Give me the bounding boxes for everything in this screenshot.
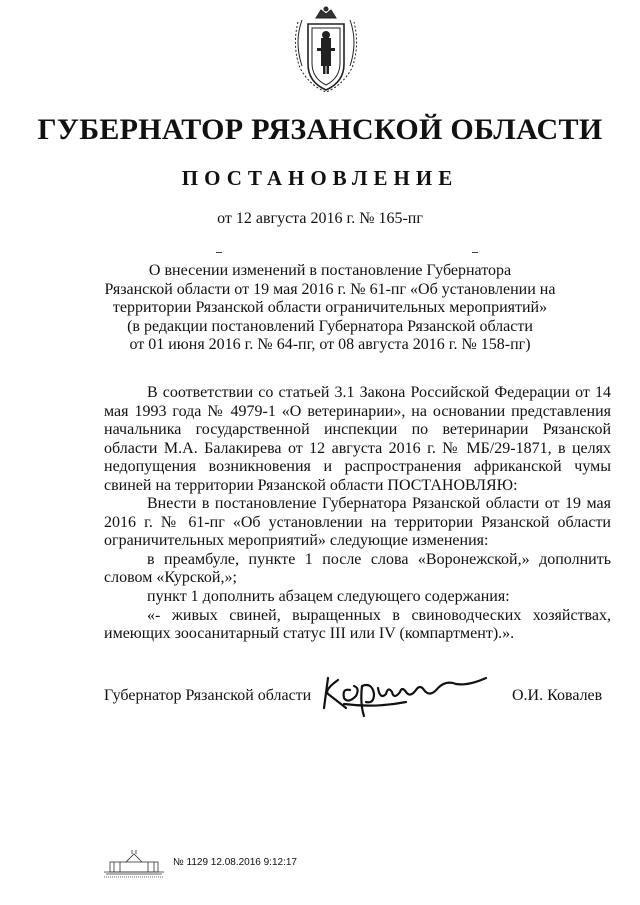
- handwritten-signature: [316, 664, 506, 724]
- subject-line: территории Рязанской области ограничительных мероприятий»: [112, 299, 548, 317]
- subject-line: от 01 июня 2016 г. № 64-пг, от 08 августа 2016 г. № 158-пг): [129, 336, 531, 354]
- body-paragraph: пункт 1 дополнить абзацем следующего содержания:: [147, 588, 510, 606]
- body-paragraph: в преамбуле, пункте 1 после слова «Воронежской,» дополнить словом «Курской,»;: [104, 550, 611, 587]
- document-subject: [100, 262, 560, 355]
- signatory-position: Губернатор Рязанской области: [104, 687, 312, 704]
- registration-stamp: № 1129 12.08.2016 9:12:17: [173, 857, 297, 868]
- signatory-name: О.И. Ковалев: [512, 687, 603, 704]
- subject-line: О внесении изменений в постановление Губернатора: [148, 262, 512, 279]
- coat-of-arms-emblem: [288, 6, 364, 96]
- body-paragraph: В соответствии со статьей 3.1 Закона Российской Федерации от 14 мая 1993 года № 4979-1 «О ветеринарии», на основании представления начальника государственной инспекции по ветеринарии Рязанской области М.А. Балакирева от 12 августа 2016 г. № МБ/29-1871, в целях недопущения возникновения и распространения африканской чумы свиней на территории Рязанской области ПОСТАНОВЛЯЮ:: [104, 384, 611, 494]
- corner-mark-right: [472, 252, 478, 253]
- body-paragraph: Внести в постановление Губернатора Рязанской области от 19 мая 2016 г. № 61-пг «Об установлении на территории Рязанской области ограничительных мероприятий» следующие изменения:: [104, 495, 611, 550]
- subject-line: Рязанской области от 19 мая 2016 г. № 61-пг «Об установлении на: [104, 280, 556, 298]
- body-paragraph: «- живых свиней, выращенных в свиноводческих хозяйствах, имеющих зоосанитарный статус III или IV (компартмент).».: [104, 606, 611, 643]
- document-body: [104, 384, 611, 644]
- document-date-number: от 12 августа 2016 г. № 165-пг: [217, 210, 423, 227]
- authority-title: ГУБЕРНАТОР РЯЗАНСКОЙ ОБЛАСТИ: [37, 113, 603, 146]
- document-type: ПОСТАНОВЛЕНИЕ: [181, 166, 459, 190]
- subject-line: (в редакции постановлений Губернатора Рязанской области: [127, 317, 533, 335]
- corner-mark-left: [216, 252, 222, 253]
- building-stamp-icon: [100, 848, 168, 880]
